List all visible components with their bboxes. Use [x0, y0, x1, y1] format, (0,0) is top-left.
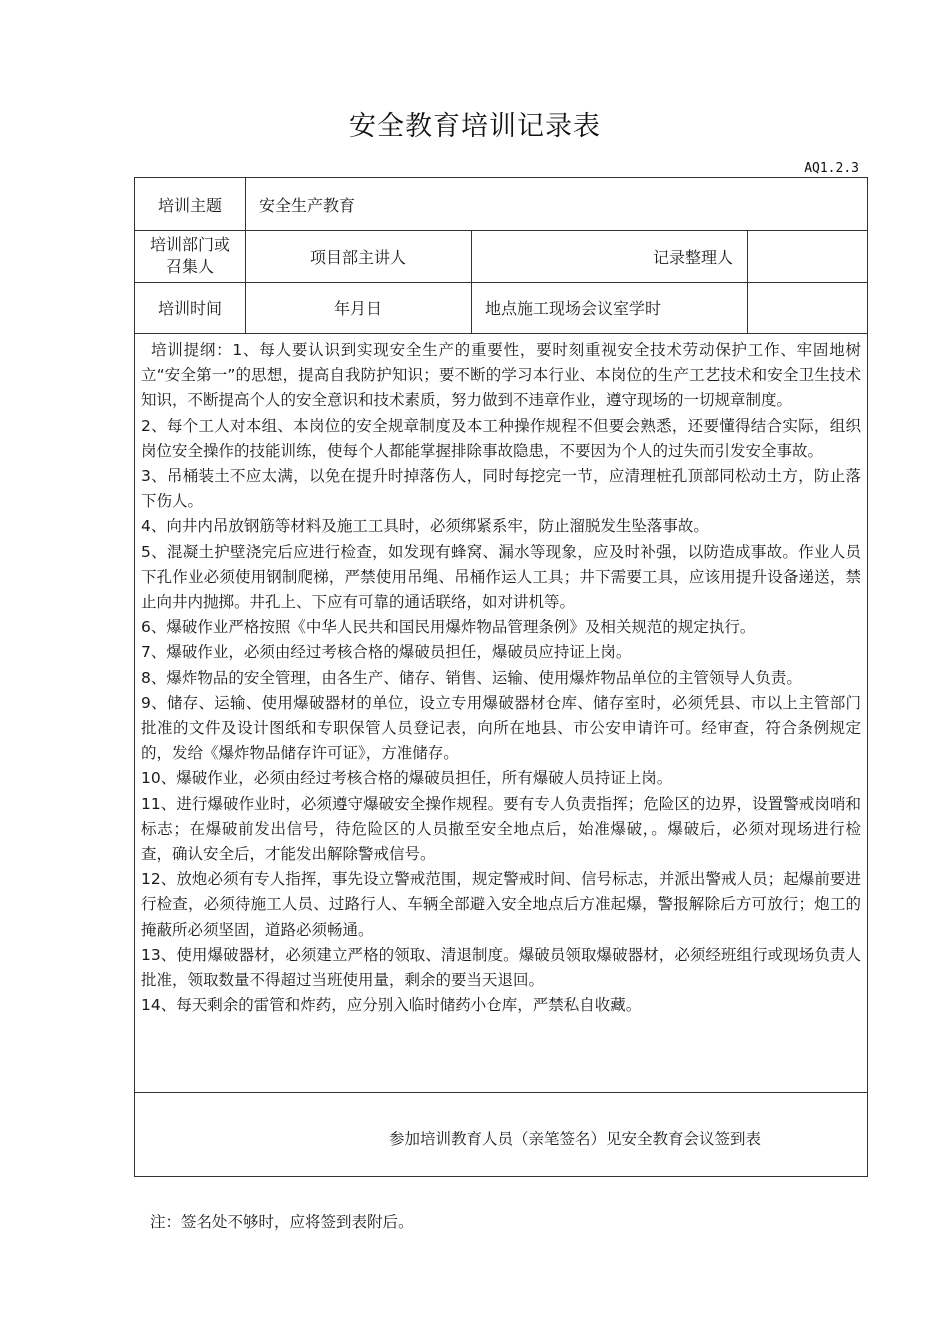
- col-divider: [747, 230, 748, 333]
- page-title: 安全教育培训记录表: [349, 111, 601, 142]
- outline-item: 5、混凝土护壁浇完后应进行检查，如发现有蜂窝、漏水等现象，应及时补强，以防造成事故。作业人员下孔作业必须使用钢制爬梯，严禁使用吊绳、吊桶作运人工具；井下需要工具，应该用提升设备递送，禁止向井内抛掷。井孔上、下应有可靠的通话联络，如对讲机等。: [141, 542, 861, 612]
- time-label: 培训时间: [157, 299, 222, 318]
- date-value: 年月日: [333, 299, 382, 318]
- outline-item: 2、每个工人对本组、本岗位的安全规章制度及本工种操作规程不但要会熟悉，还要懂得结合实际，组织岗位安全操作的技能训练，使每个人都能掌握排除事故隐患，不要因为个人的过失而引发安全事故。: [141, 416, 861, 460]
- outline-item: 9、储存、运输、使用爆破器材的单位，设立专用爆破器材仓库、储存室时，必须凭县、市以上主管部门批准的文件及设计图纸和专职保管人员登记表，向所在地县、市公安申请许可。经审查，符合条例规定的，发给《爆炸物品储存许可证》，方准储存。: [141, 693, 861, 763]
- topic-label: 培训主题: [157, 195, 222, 215]
- outline-item: 12、放炮必须有专人指挥，事先设立警戒范围，规定警戒时间、信号标志，并派出警戒人员；起爆前要进行检查，必须待施工人员、过路行人、车辆全部避入安全地点后方准起爆，警报解除后方可放行；炮工的掩蔽所必须坚固，道路必须畅通。: [141, 870, 861, 939]
- outline-item: 6、爆破作业严格按照《中华人民共和国民用爆炸物品管理条例》及相关规范的规定执行。: [141, 618, 756, 637]
- training-outline: [141, 338, 861, 1018]
- row-divider: [135, 1092, 867, 1093]
- outline-item: 培训提纲：1、每人要认识到实现安全生产的重要性，要时刻重视安全技术劳动保护工作、牢固地树立“安全第一”的思想，提高自我防护知识；要不断的学习本行业、本岗位的生产工艺技术和安全卫生技术知识，不断提高个人的安全意识和技术素质，努力做到不违章作业，遵守现场的一切规章制度。: [141, 341, 861, 410]
- place-label: 地点施工现场会议室学时: [485, 299, 662, 318]
- outline-item: 11、进行爆破作业时，必须遵守爆破安全操作规程。要有专人负责指挥；危险区的边界，设置警戒岗哨和标志；在爆破前发出信号，待危险区的人员撤至安全地点后，始准爆破，。爆破后，必须对现场进行检查，确认安全后，才能发出解除警戒信号。: [141, 794, 861, 864]
- outline-item: 8、爆炸物品的安全管理，由各生产、储存、销售、运输、使用爆炸物品单位的主管领导人负责。: [141, 668, 802, 687]
- footnote: 注：签名处不够时，应将签到表附后。: [150, 1213, 414, 1231]
- outline-item: 14、每天剩余的雷管和炸药，应分别入临时储药小仓库，严禁私自收藏。: [141, 996, 642, 1015]
- outline-item: 3、吊桶装土不应太满，以免在提升时掉落伤人，同时每挖完一节，应清理桩孔顶部同松动土方，防止落下伤人。: [141, 467, 861, 511]
- outline-item: 10、爆破作业，必须由经过考核合格的爆破员担任，所有爆破人员持证上岗。: [141, 769, 673, 788]
- signature-line: 参加培训教育人员（亲笔签名）见安全教育会议签到表: [389, 1130, 762, 1148]
- form-code: AQ1.2.3: [804, 161, 859, 176]
- outline-item: 7、爆破作业，必须由经过考核合格的爆破员担任，爆破员应持证上岗。: [141, 643, 632, 662]
- dept-label: 培训部门或召集人: [149, 235, 230, 276]
- record-form: [134, 177, 868, 1177]
- topic-value: 安全生产教育: [259, 195, 356, 215]
- outline-item: 13、使用爆破器材，必须建立严格的领取、清退制度。爆破员领取爆破器材，必须经班组行或现场负责人批准，领取数量不得超过当班使用量，剩余的要当天退回。: [141, 945, 861, 990]
- lecturer-label: 项目部主讲人: [309, 247, 406, 267]
- recorder-label: 记录整理人: [652, 247, 733, 267]
- outline-item: 4、向井内吊放钢筋等材料及施工工具时，必须绑紧系牢，防止溜脱发生坠落事故。: [141, 517, 709, 536]
- row-divider: [135, 333, 867, 334]
